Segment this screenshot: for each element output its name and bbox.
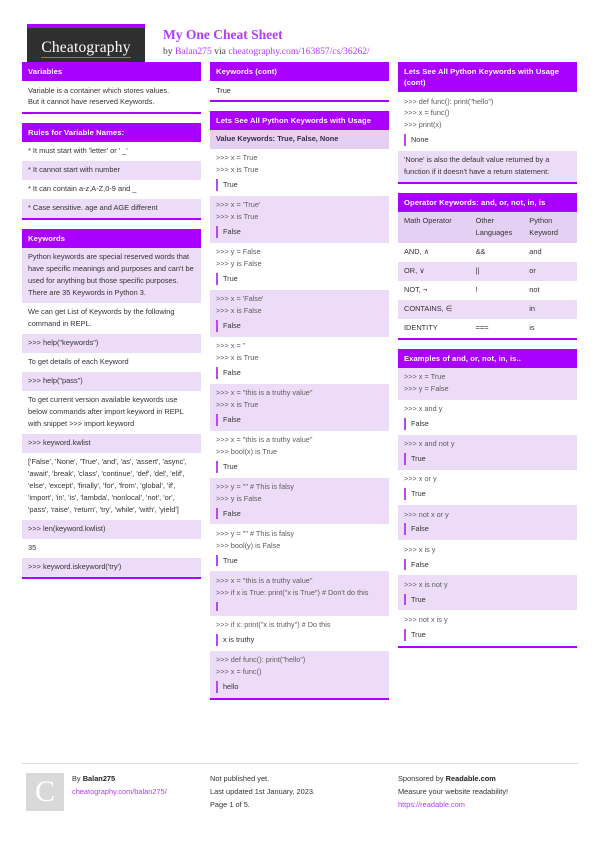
code-prompt: >>> y is False	[216, 259, 262, 269]
code-output: False	[216, 320, 383, 332]
code-output: x is truthy	[216, 634, 383, 646]
page-title: My One Cheat Sheet	[163, 27, 283, 42]
code-output: True	[216, 179, 383, 191]
block-title: Keywords (cont)	[210, 62, 389, 81]
code-prompt: >>> x and y	[404, 404, 443, 414]
table-cell: is	[529, 323, 535, 333]
table-cell: in	[523, 300, 577, 319]
footer-sponsor-meta	[398, 773, 508, 849]
code-row	[210, 196, 389, 243]
code-row	[398, 610, 577, 645]
code-row	[398, 540, 577, 575]
code-row	[210, 243, 389, 290]
code-row	[398, 470, 577, 505]
operator-keywords-table	[398, 212, 577, 338]
code-prompt: >>> y = False	[404, 383, 449, 393]
page-header	[22, 0, 578, 62]
code-prompt: >>> bool(x) is True	[216, 446, 278, 456]
sponsor-name: Readable.com	[445, 774, 496, 783]
footer-author-meta	[72, 773, 167, 849]
code-prompt: >>> y = "" # This is falsy	[216, 482, 295, 492]
code-output: True	[404, 453, 571, 465]
code-prompt: >>> x or y	[404, 474, 437, 484]
code-prompt: >>> x = 'True'	[216, 200, 261, 210]
code-prompt: >>> x is False	[216, 306, 262, 316]
code-output: False	[216, 226, 383, 238]
code-row	[398, 575, 577, 610]
code-row	[210, 384, 389, 431]
table-row: * Case sensitive. age and AGE different	[22, 199, 201, 218]
footer-publish-block	[210, 773, 389, 849]
code-prompt: >>> x = True	[404, 372, 446, 382]
table-cell: CONTAINS, ∈	[398, 300, 470, 319]
block-examples-of-operators	[398, 349, 577, 648]
footer-publish-meta	[210, 773, 315, 849]
code-output: True	[404, 488, 571, 500]
source-url-link[interactable]: cheatography.com/163857/cs/36262/	[228, 45, 370, 57]
code-prompt: >>> y = False	[216, 247, 261, 257]
last-updated: Last updated 1st January, 2023.	[210, 786, 316, 796]
table-row	[398, 281, 577, 300]
code-output: True	[216, 555, 383, 567]
code-output: False	[216, 414, 383, 426]
code-output: False	[404, 559, 571, 571]
code-prompt: >>> x is y	[404, 544, 436, 554]
table-cell	[470, 300, 524, 319]
table-row: 'None' is also the default value returned by a function if it doesn't have a return statement:	[398, 151, 577, 182]
table-row: True	[210, 81, 389, 100]
code-output: False	[216, 508, 383, 520]
block-title: Lets See All Python Keywords with Usage (cont)	[398, 62, 577, 92]
code-row	[398, 368, 577, 400]
block-title: Variables	[22, 62, 201, 81]
column-header: Math Operator	[398, 212, 470, 243]
code-output: True	[216, 461, 383, 473]
block-title: Examples of and, or, not, in, is..	[398, 349, 577, 368]
code-prompt: >>> if x: print("x is truthy") # Do this	[216, 620, 331, 630]
table-row: We can get List of Keywords by the following command in REPL.	[22, 303, 201, 334]
row-line: But it cannot have reserved Keywords.	[28, 97, 155, 107]
code-prompt: >>> print(x)	[404, 120, 442, 130]
code-prompt: >>> x is True	[216, 399, 259, 409]
code-row	[398, 435, 577, 470]
byline-via: via	[211, 45, 229, 57]
code-prompt: >>> x = "this is a truthy value"	[216, 388, 313, 398]
column-2	[210, 62, 389, 709]
code-output: True	[404, 594, 571, 606]
footer-by-label: By	[72, 774, 83, 783]
table-row	[398, 243, 577, 262]
table-cell: ||	[470, 262, 524, 281]
table-row	[22, 81, 201, 112]
table-header-row	[398, 212, 577, 243]
avatar: C	[26, 773, 64, 811]
code-prompt: >>> x = True	[216, 153, 258, 163]
code-prompt: >>> x = "this is a truthy value"	[216, 575, 313, 585]
code-prompt: >>> x = ''	[216, 341, 246, 351]
table-cell: NOT, ¬	[404, 285, 428, 295]
code-row	[398, 505, 577, 540]
footer-author-link[interactable]: cheatography.com/balan275/	[72, 786, 167, 796]
code-row	[210, 524, 389, 571]
code-row	[210, 149, 389, 196]
page-footer	[22, 763, 578, 849]
table-cell: &&	[475, 247, 486, 257]
block-title: Lets See All Python Keywords with Usage	[210, 111, 389, 130]
code-output: False	[404, 418, 571, 430]
code-prompt: >>> y = "" # This is falsy	[216, 528, 295, 538]
table-cell: not	[529, 285, 540, 295]
table-row	[398, 262, 577, 281]
code-prompt: >>> def func(): print("hello")	[404, 96, 494, 106]
code-prompt: >>> x is True	[216, 353, 259, 363]
table-row: >>> keyword.kwlist	[22, 434, 201, 453]
code-prompt: >>> if x is True: print("x is True") # Don't do this	[216, 587, 369, 597]
table-row: To get details of each Keyword	[22, 353, 201, 372]
code-prompt: >>> x = "this is a truthy value"	[216, 435, 313, 445]
logo-text: Cheatography	[41, 39, 130, 58]
table-cell: and	[529, 247, 542, 257]
code-output: False	[216, 367, 383, 379]
sponsor-prefix: Sponsored by	[398, 774, 446, 783]
code-row	[210, 478, 389, 525]
block-operator-keywords	[398, 193, 577, 340]
column-header: Python Keyword	[523, 212, 577, 243]
code-row	[210, 616, 389, 651]
code-prompt: >>> x is True	[216, 165, 259, 175]
code-output: True	[216, 273, 383, 285]
code-prompt: >>> x is True	[216, 212, 259, 222]
table-row: >>> help("pass")	[22, 372, 201, 391]
block-python-keywords-with-usage-cont	[398, 62, 577, 184]
code-output: None	[404, 134, 571, 146]
code-prompt: >>> x = func()	[216, 666, 262, 676]
code-prompt: >>> x and not y	[404, 439, 455, 449]
table-row: * It must start with 'letter' or ' _'	[22, 142, 201, 161]
table-cell: or	[523, 262, 577, 281]
table-row: ['False', 'None', 'True', 'and', 'as', 'assert', 'async', 'await', 'break', 'class', 'continue', 'def', 'del', 'elif', 'else', 'except', 'finally', 'for', 'from', 'global', 'if', 'import', 'in', 'is', 'lambda', 'nonlocal', 'not', 'or', 'pass', 'raise', 'return', 'try', 'while', 'with', 'yield']	[22, 453, 201, 520]
table-row: * It can contain a-z,A-Z,0-9 and _	[22, 180, 201, 199]
table-subheader: Value Keywords: True, False, None	[210, 130, 389, 149]
code-row	[210, 651, 389, 698]
author-link[interactable]: Balan275	[175, 45, 212, 57]
code-output	[216, 602, 383, 611]
footer-sponsor-block	[398, 773, 577, 849]
footer-by-line	[72, 773, 167, 786]
table-row: >>> len(keyword.kwlist)	[22, 520, 201, 539]
column-1	[22, 62, 201, 588]
table-row: >>> keyword.iskeyword('try')	[22, 558, 201, 577]
code-row	[210, 431, 389, 478]
table-row: >>> help("keywords")	[22, 334, 201, 353]
table-cell: ===	[475, 323, 489, 333]
column-header: Other Languages	[470, 212, 524, 243]
code-row	[210, 337, 389, 384]
code-output: hello	[216, 681, 383, 693]
table-cell: IDENTITY	[404, 323, 438, 333]
code-output: False	[404, 523, 571, 535]
block-keywords	[22, 229, 201, 579]
block-variables	[22, 62, 201, 114]
block-title: Rules for Variable Names:	[22, 123, 201, 142]
cheatsheet-columns	[22, 62, 578, 757]
table-row: 35	[22, 539, 201, 558]
table-row: Python keywords are special reserved words that have specific meanings and purposes and can't be used for anything but those specific purposes. There are 35 Keywords in Python 3.	[22, 248, 201, 303]
code-prompt: >>> not x or y	[404, 509, 449, 519]
page-info: Page 1 of 5.	[210, 799, 250, 809]
row-line: Variable is a container which stores values.	[28, 85, 170, 95]
sponsor-tagline: Measure your website readability!	[398, 786, 509, 796]
publish-status: Not published yet.	[210, 774, 270, 783]
code-prompt: >>> def func(): print("hello")	[216, 655, 306, 665]
code-row	[210, 290, 389, 337]
block-rules-for-variable-names	[22, 123, 201, 220]
code-prompt: >>> y is False	[216, 493, 262, 503]
block-title: Operator Keywords: and, or, not, in, is	[398, 193, 577, 212]
code-row	[210, 571, 389, 615]
code-row	[398, 92, 577, 151]
table-row: To get current version available keywords use below commands after import keyword in REPL with snippet >>> import keyword	[22, 391, 201, 434]
code-prompt: >>> bool(y) is False	[216, 540, 281, 550]
code-prompt: >>> x is not y	[404, 579, 448, 589]
code-prompt: >>> not x is y	[404, 614, 448, 624]
footer-author-block	[22, 773, 201, 849]
code-output: True	[404, 629, 571, 641]
column-3	[398, 62, 577, 657]
table-cell: OR, ∨	[398, 262, 470, 281]
table-cell: AND, ∧	[404, 247, 430, 257]
table-row: * It cannot start with number	[22, 161, 201, 180]
block-title: Keywords	[22, 229, 201, 248]
sponsor-link[interactable]: https://readable.com	[398, 799, 465, 809]
block-keywords-cont	[210, 62, 389, 102]
table-row	[398, 319, 577, 338]
title-block	[163, 24, 370, 58]
byline-prefix: by	[163, 45, 175, 57]
code-prompt: >>> x = 'False'	[216, 294, 264, 304]
code-row	[398, 400, 577, 435]
block-python-keywords-with-usage	[210, 111, 389, 700]
table-row	[398, 300, 577, 319]
table-cell: !	[475, 285, 478, 295]
footer-author-name: Balan275	[82, 774, 116, 783]
byline	[163, 46, 370, 58]
code-prompt: >>> x = func()	[404, 108, 450, 118]
sponsor-line	[398, 773, 508, 786]
